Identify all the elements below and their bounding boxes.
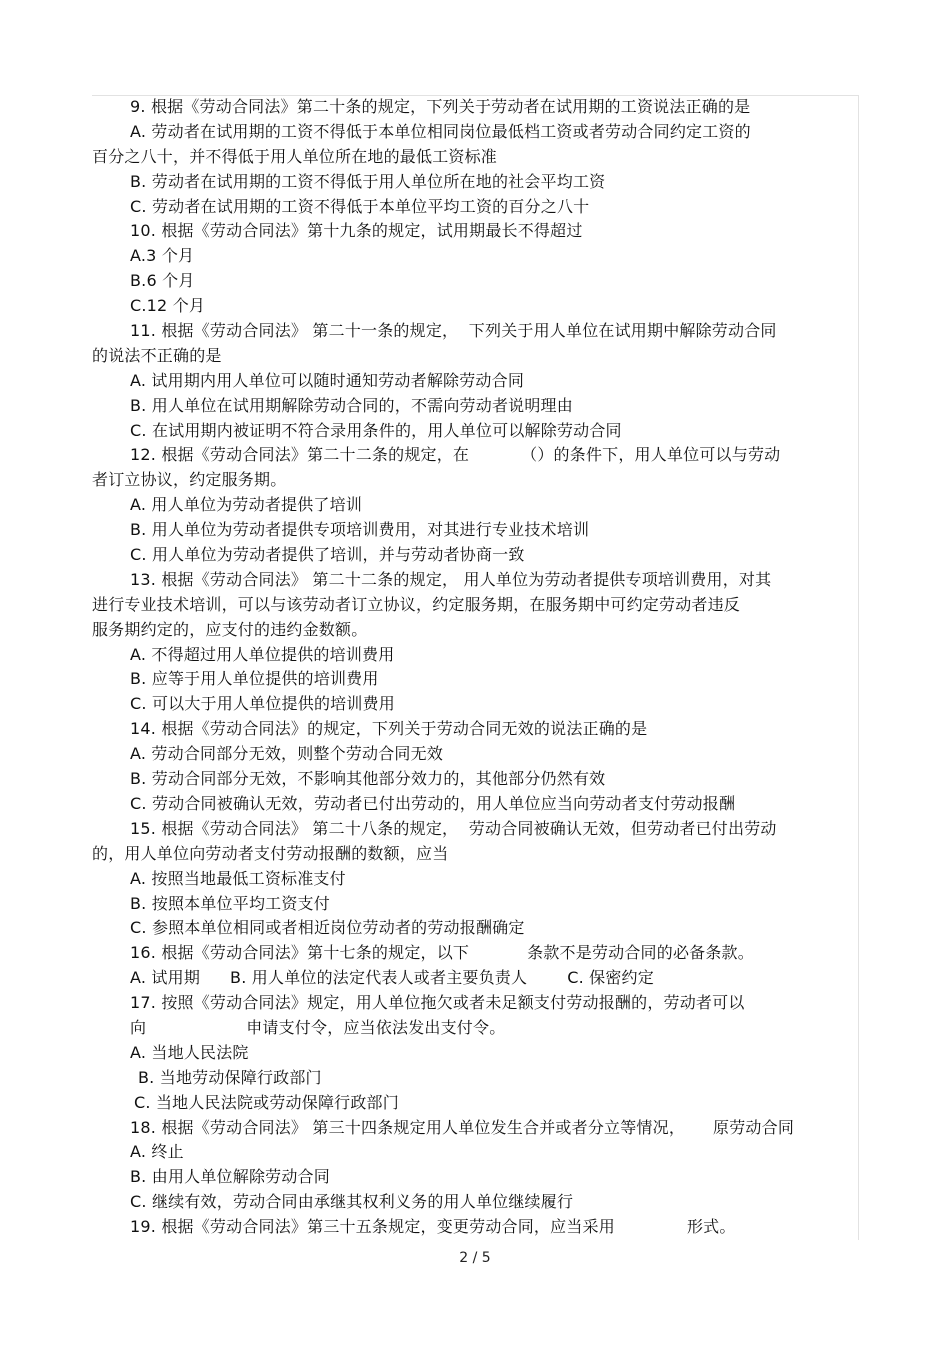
question-13-continued: 进行专业技术培训，可以与该劳动者订立协议，约定服务期，在服务期中可约定劳动者违反 xyxy=(92,594,741,614)
question-16-part1: 16. 根据《劳动合同法》第十七条的规定，以下 xyxy=(130,943,470,963)
question-17-part2: 申请支付令，应当依法发出支付令。 xyxy=(246,1017,506,1037)
question-19 xyxy=(92,1215,872,1240)
option-c: C. 用人单位为劳动者提供了培训，并与劳动者协商一致 xyxy=(130,545,525,565)
question-15-continued: 的，用人单位向劳动者支付劳动报酬的数额，应当 xyxy=(92,843,449,863)
option-a: A. 当地人民法院 xyxy=(130,1042,249,1062)
document-body xyxy=(92,95,872,1240)
option-c: C. 可以大于用人单位提供的培训费用 xyxy=(130,694,395,714)
option-a: A. 用人单位为劳动者提供了培训 xyxy=(130,495,363,515)
question-16-part2: 条款不是劳动合同的必备条款。 xyxy=(527,943,754,963)
option-b: B.6 个月 xyxy=(130,271,195,291)
option-c: C. 参照本单位相同或者相近岗位劳动者的劳动报酬确定 xyxy=(130,918,525,938)
question-12-part1: 12. 根据《劳动合同法》第二十二条的规定，在 xyxy=(130,445,470,465)
option-a: A. 不得超过用人单位提供的培训费用 xyxy=(130,644,395,664)
option-b: B. 用人单位在试用期解除劳动合同的，不需向劳动者说明理由 xyxy=(130,395,573,415)
option-a: A. 劳动者在试用期的工资不得低于本单位相同岗位最低档工资或者劳动合同约定工资的 xyxy=(130,121,751,141)
question-18-part2: 原劳动合同 xyxy=(713,1117,795,1137)
option-a-continued: 百分之八十，并不得低于用人单位所在地的最低工资标准 xyxy=(92,146,498,166)
question-14: 14. 根据《劳动合同法》的规定，下列关于劳动合同无效的说法正确的是 xyxy=(130,719,648,739)
question-12 xyxy=(92,443,872,468)
option-c: C. 继续有效，劳动合同由承继其权利义务的用人单位继续履行 xyxy=(130,1192,574,1212)
option-a: A. 试用期 xyxy=(130,968,201,988)
option-c: C.12 个月 xyxy=(130,296,206,316)
option-c: C. 在试用期内被证明不符合录用条件的，用人单位可以解除劳动合同 xyxy=(130,420,622,440)
option-b: B. 由用人单位解除劳动合同 xyxy=(130,1167,330,1187)
option-a: A. 按照当地最低工资标准支付 xyxy=(130,868,346,888)
question-13-continued: 服务期约定的，应支付的违约金数额。 xyxy=(92,619,368,639)
question-11-continued: 的说法不正确的是 xyxy=(92,345,222,365)
question-11: 11. 根据《劳动合同法》 第二十一条的规定， 下列关于用人单位在试用期中解除劳动合同 xyxy=(130,321,777,341)
question-10: 10. 根据《劳动合同法》第十九条的规定，试用期最长不得超过 xyxy=(130,221,583,241)
option-b: B. 劳动者在试用期的工资不得低于用人单位所在地的社会平均工资 xyxy=(130,171,606,191)
question-17: 17. 按照《劳动合同法》规定，用人单位拖欠或者未足额支付劳动报酬的，劳动者可以 xyxy=(130,993,745,1013)
option-b: B. 用人单位的法定代表人或者主要负责人 xyxy=(230,968,528,988)
option-b: B. 用人单位为劳动者提供专项培训费用，对其进行专业技术培训 xyxy=(130,520,590,540)
option-b: B. 应等于用人单位提供的培训费用 xyxy=(130,669,379,689)
option-a: A. 劳动合同部分无效，则整个劳动合同无效 xyxy=(130,744,444,764)
option-a: A. 试用期内用人单位可以随时通知劳动者解除劳动合同 xyxy=(130,370,525,390)
option-c: C. 劳动合同被确认无效，劳动者已付出劳动的，用人单位应当向劳动者支付劳动报酬 xyxy=(130,793,736,813)
option-a: A.3 个月 xyxy=(130,246,195,266)
question-17-part1: 向 xyxy=(130,1017,147,1037)
question-16 xyxy=(92,941,872,966)
question-16-options xyxy=(92,966,872,991)
question-15: 15. 根据《劳动合同法》 第二十八条的规定， 劳动合同被确认无效，但劳动者已付出劳动 xyxy=(130,818,777,838)
question-19-part2: 形式。 xyxy=(686,1217,736,1237)
question-18 xyxy=(92,1116,872,1141)
option-a: A. 终止 xyxy=(130,1142,184,1162)
question-12-continued: 者订立协议，约定服务期。 xyxy=(92,470,287,490)
option-b: B. 当地劳动保障行政部门 xyxy=(138,1067,322,1087)
question-12-part2: （）的条件下，用人单位可以与劳动 xyxy=(521,445,781,465)
question-18-part1: 18. 根据《劳动合同法》 第三十四条规定用人单位发生合并或者分立等情况， xyxy=(130,1117,686,1137)
option-c: C. 当地人民法院或劳动保障行政部门 xyxy=(134,1092,399,1112)
question-19-part1: 19. 根据《劳动合同法》第三十五条规定，变更劳动合同，应当采用 xyxy=(130,1217,615,1237)
question-17-continued xyxy=(92,1016,872,1041)
option-b: B. 劳动合同部分无效，不影响其他部分效力的，其他部分仍然有效 xyxy=(130,769,606,789)
question-13: 13. 根据《劳动合同法》 第二十二条的规定， 用人单位为劳动者提供专项培训费用，对其 xyxy=(130,569,772,589)
question-9: 9. 根据《劳动合同法》第二十条的规定，下列关于劳动者在试用期的工资说法正确的是 xyxy=(130,97,751,116)
option-c: C. 劳动者在试用期的工资不得低于本单位平均工资的百分之八十 xyxy=(130,196,590,216)
option-b: B. 按照本单位平均工资支付 xyxy=(130,893,330,913)
page-indicator: 2 / 5 xyxy=(459,1250,491,1266)
option-c: C. 保密约定 xyxy=(567,968,654,988)
